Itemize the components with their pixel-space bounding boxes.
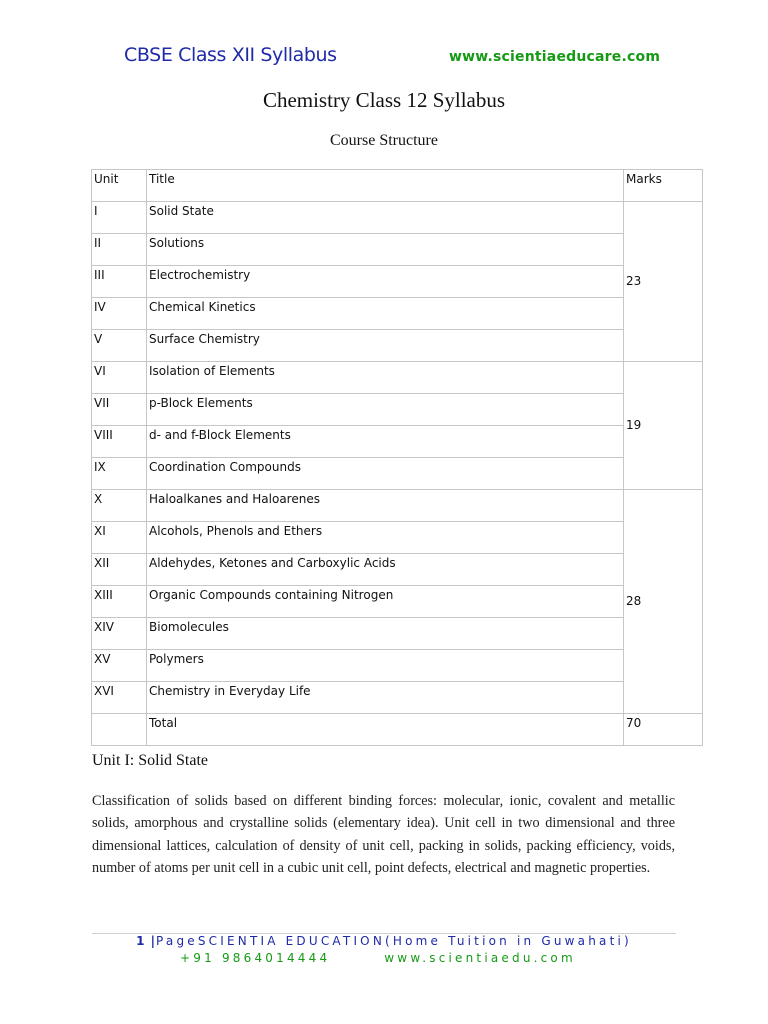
table-row xyxy=(92,394,703,426)
unit-cell: XI xyxy=(92,522,147,554)
unit-cell: XVI xyxy=(92,682,147,714)
footer-line2 xyxy=(180,951,576,965)
unit-cell: I xyxy=(92,202,147,234)
unit-cell: II xyxy=(92,234,147,266)
total-label-cell: Total xyxy=(147,714,624,746)
title-cell: Surface Chemistry xyxy=(147,330,624,362)
table-row xyxy=(92,618,703,650)
title-cell: Polymers xyxy=(147,650,624,682)
table-row xyxy=(92,490,703,522)
table-row xyxy=(92,266,703,298)
header-unit: Unit xyxy=(92,170,147,202)
table-row xyxy=(92,234,703,266)
unit-cell: X xyxy=(92,490,147,522)
unit-cell: XV xyxy=(92,650,147,682)
document-subtitle: Course Structure xyxy=(330,132,438,149)
unit-cell: V xyxy=(92,330,147,362)
footer-website[interactable]: www.scientiaedu.com xyxy=(384,951,576,965)
total-unit-cell xyxy=(92,714,147,746)
title-cell: Electrochemistry xyxy=(147,266,624,298)
header-website[interactable]: www.scientiaeducare.com xyxy=(449,49,661,65)
title-cell: Biomolecules xyxy=(147,618,624,650)
total-row xyxy=(92,714,703,746)
table-header-row xyxy=(92,170,703,202)
page-number: 1 | xyxy=(136,934,157,948)
footer-phone: +91 9864014444 xyxy=(180,951,331,965)
section-body: Classification of solids based on different binding forces: molecular, ionic, covalent and metallic solids, amorphous and crystalline solids (elementary idea). Unit cell in two dimensional and three dimensional lattices, calculation of density of unit cell, packing in solids, packing efficiency, voids, number of atoms per unit cell in a cubic unit cell, point defects, electrical and magnetic properties. xyxy=(92,793,675,876)
title-cell: Chemical Kinetics xyxy=(147,298,624,330)
table-row xyxy=(92,426,703,458)
unit-cell: VI xyxy=(92,362,147,394)
table-row xyxy=(92,586,703,618)
table-row xyxy=(92,554,703,586)
title-cell: Isolation of Elements xyxy=(147,362,624,394)
table-row xyxy=(92,522,703,554)
title-cell: Aldehydes, Ketones and Carboxylic Acids xyxy=(147,554,624,586)
section-heading: Unit I: Solid State xyxy=(92,752,208,769)
title-cell: Alcohols, Phenols and Ethers xyxy=(147,522,624,554)
footer-org: PageSCIENTIA EDUCATION(Home Tuition in Guwahati) xyxy=(156,934,632,948)
unit-cell: IX xyxy=(92,458,147,490)
title-cell: Chemistry in Everyday Life xyxy=(147,682,624,714)
table-row xyxy=(92,458,703,490)
unit-cell: XII xyxy=(92,554,147,586)
marks-cell: 23 xyxy=(624,202,703,362)
marks-cell: 28 xyxy=(624,490,703,714)
title-cell: Haloalkanes and Haloarenes xyxy=(147,490,624,522)
unit-cell: III xyxy=(92,266,147,298)
header-title: CBSE Class XII Syllabus xyxy=(124,44,337,66)
table-row xyxy=(92,650,703,682)
marks-cell: 19 xyxy=(624,362,703,490)
title-cell: Coordination Compounds xyxy=(147,458,624,490)
header-title: Title xyxy=(147,170,624,202)
unit-cell: XIII xyxy=(92,586,147,618)
table-body xyxy=(92,202,703,746)
unit-cell: VII xyxy=(92,394,147,426)
table-row xyxy=(92,682,703,714)
title-cell: Solid State xyxy=(147,202,624,234)
unit-cell: XIV xyxy=(92,618,147,650)
footer-line1 xyxy=(0,934,768,948)
table-row xyxy=(92,330,703,362)
course-structure-table xyxy=(91,169,703,746)
document-title: Chemistry Class 12 Syllabus xyxy=(262,88,506,112)
table-row xyxy=(92,298,703,330)
table-row xyxy=(92,362,703,394)
total-marks-cell: 70 xyxy=(624,714,703,746)
unit-cell: VIII xyxy=(92,426,147,458)
title-cell: Solutions xyxy=(147,234,624,266)
title-cell: d- and f-Block Elements xyxy=(147,426,624,458)
header-marks: Marks xyxy=(624,170,703,202)
title-cell: Organic Compounds containing Nitrogen xyxy=(147,586,624,618)
unit-cell: IV xyxy=(92,298,147,330)
title-cell: p-Block Elements xyxy=(147,394,624,426)
table-row xyxy=(92,202,703,234)
